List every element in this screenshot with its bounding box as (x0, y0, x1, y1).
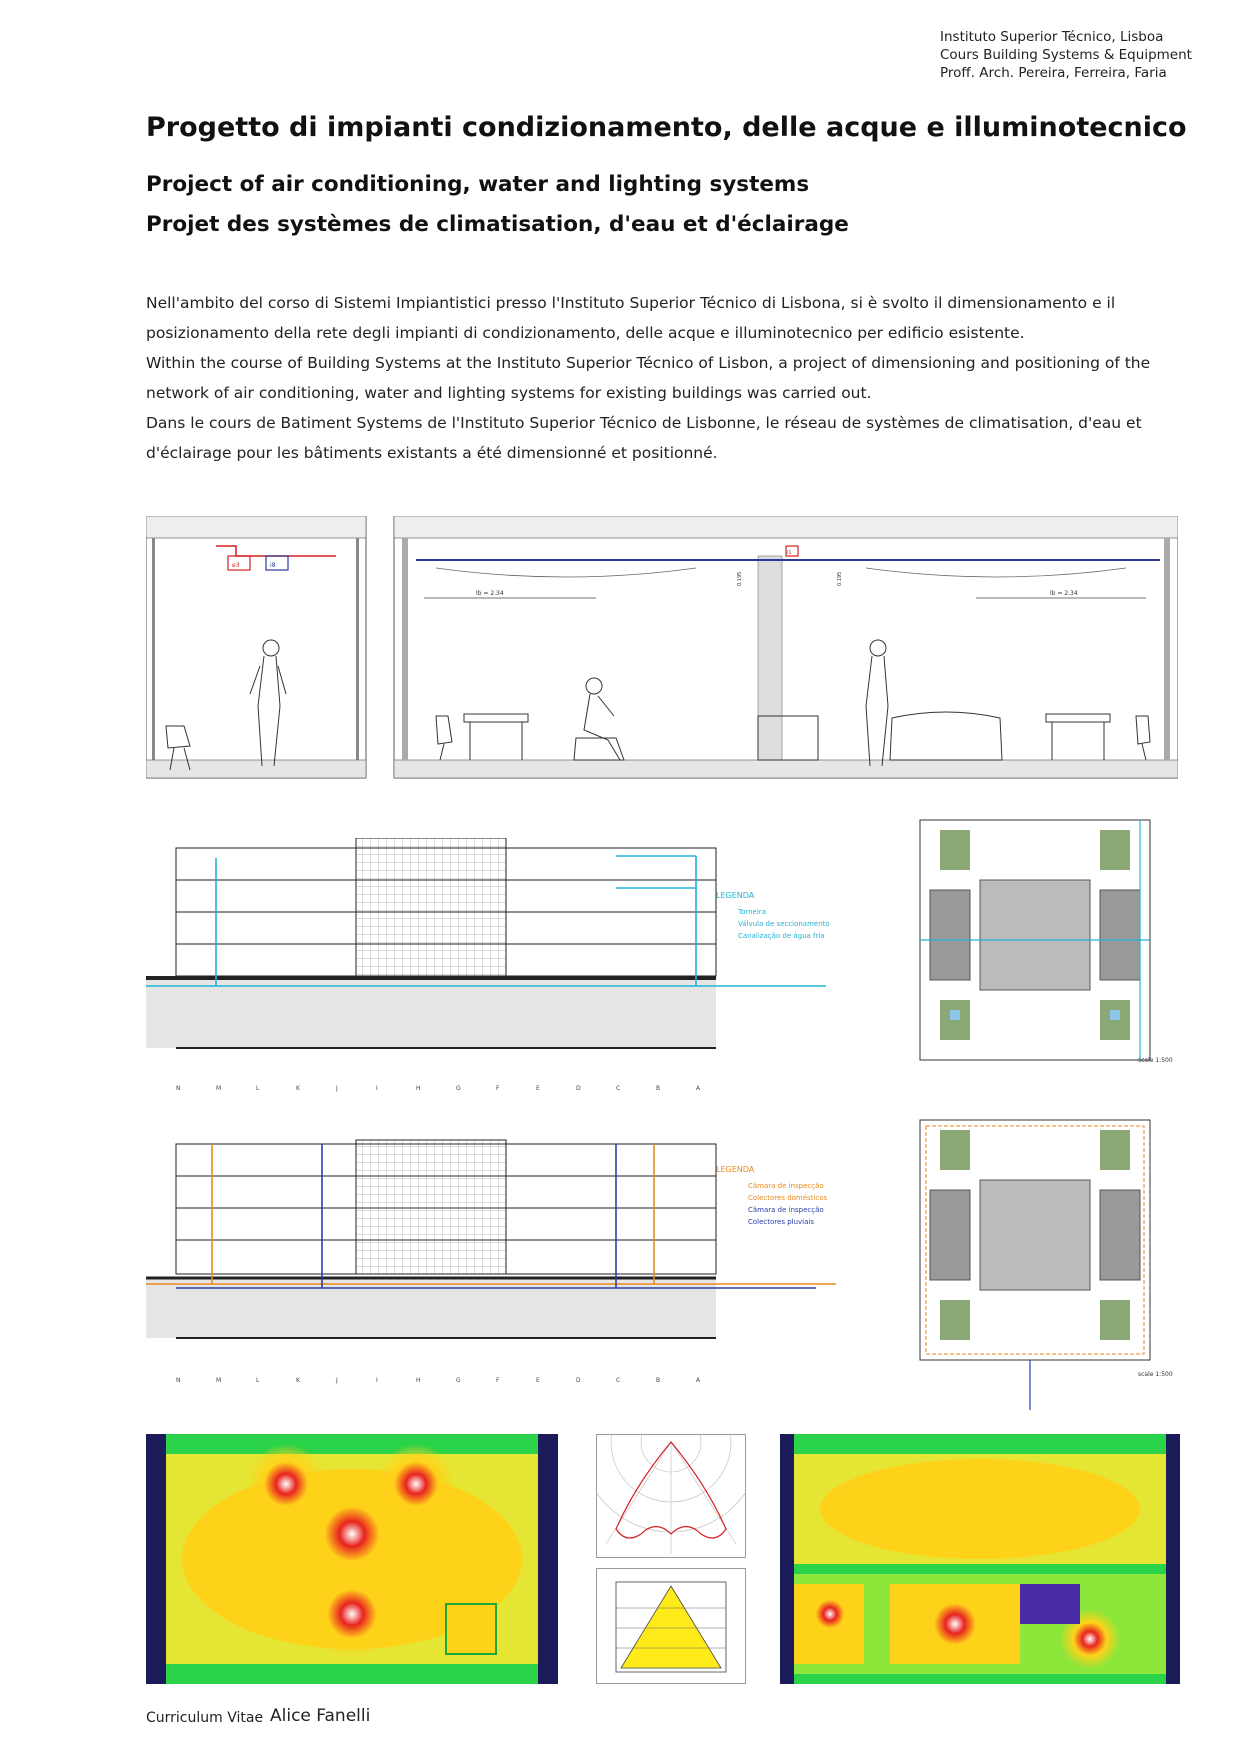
light-distribution-curve (596, 1434, 746, 1558)
throw-length-label: lb = 2.34 (1050, 590, 1078, 597)
svg-text:K: K (296, 1085, 300, 1092)
duct-label-e3: e3 (232, 562, 240, 569)
footer-label: Curriculum Vitae (146, 1710, 264, 1726)
legend-title: LEGENDA (716, 1165, 755, 1174)
legend-item-faucet: Torneira (738, 908, 766, 916)
height-label: 0.195 (737, 571, 743, 586)
svg-text:M: M (216, 1377, 222, 1384)
legend-item-rain-collectors: Colectores pluviais (748, 1218, 814, 1226)
throw-length-label: lb = 2.34 (476, 590, 504, 597)
author-name: Alice Fanelli (270, 1706, 371, 1726)
standing-person-figure (250, 640, 286, 766)
svg-text:N: N (176, 1377, 181, 1384)
section-left-room (146, 516, 366, 778)
svg-text:A: A (696, 1377, 701, 1384)
svg-text:H: H (416, 1085, 421, 1092)
column (758, 556, 782, 760)
svg-text:D: D (576, 1085, 581, 1092)
professors-line: Proff. Arch. Pereira, Ferreira, Faria (940, 65, 1167, 81)
svg-text:F: F (496, 1085, 500, 1092)
svg-text:G: G (456, 1085, 461, 1092)
svg-text:F: F (496, 1377, 500, 1384)
lighting-level-diagram (596, 1568, 746, 1684)
legend-item-domestic-collectors: Colectores domésticos (748, 1194, 828, 1202)
svg-text:K: K (296, 1377, 300, 1384)
svg-text:H: H (416, 1377, 421, 1384)
courtyard (980, 1180, 1090, 1290)
illuminance-map-right (780, 1434, 1180, 1684)
svg-text:D: D (576, 1377, 581, 1384)
scale-label: scale 1:500 (1138, 1371, 1173, 1378)
svg-text:L: L (256, 1085, 260, 1092)
height-label: 0.195 (837, 571, 843, 586)
svg-text:L: L (256, 1377, 260, 1384)
svg-text:C: C (616, 1085, 621, 1092)
legend-item-valve: Válvula de seccionamento (738, 920, 830, 928)
page-title-italian: Progetto di impianti condizionamento, delle acque e illuminotecnico (146, 112, 1187, 143)
description-english: Within the course of Building Systems at the Instituto Superior Técnico of Lisbon, a project of dimensioning and positioning of the network of air conditioning, water and lighting systems for existing buildings was carried out. (146, 354, 1151, 402)
page-title-english: Project of air conditioning, water and lighting systems (146, 172, 810, 197)
legend-item-rain-chamber: Câmara de inspecção (748, 1206, 824, 1214)
hvac-section-drawing (146, 516, 1178, 786)
svg-text:B: B (656, 1085, 661, 1092)
svg-text:E: E (536, 1085, 540, 1092)
legend-title: LEGENDA (716, 891, 755, 900)
water-supply-plan (890, 800, 1180, 1100)
svg-text:E: E (536, 1377, 540, 1384)
svg-text:C: C (616, 1377, 621, 1384)
air-throw-curve (866, 568, 1126, 577)
project-description (146, 288, 1186, 468)
svg-text:B: B (656, 1377, 661, 1384)
svg-text:I: I (376, 1377, 378, 1384)
svg-text:J: J (336, 1377, 338, 1384)
drainage-plan (890, 1110, 1180, 1420)
illuminance-map-left (146, 1434, 558, 1684)
svg-text:J: J (336, 1085, 338, 1092)
svg-text:A: A (696, 1085, 701, 1092)
duct-label-i1: i1 (787, 550, 792, 556)
scale-label: scale 1:500 (1138, 1057, 1173, 1064)
grid-axis-labels (176, 1085, 701, 1092)
institution-line: Instituto Superior Técnico, Lisboa (940, 29, 1164, 45)
air-throw-curve (436, 568, 696, 577)
svg-text:M: M (216, 1085, 222, 1092)
svg-text:N: N (176, 1085, 181, 1092)
water-supply-section (146, 838, 846, 1104)
svg-text:I: I (376, 1085, 378, 1092)
svg-text:G: G (456, 1377, 461, 1384)
section-right-room (394, 516, 1178, 778)
description-french: Dans le cours de Batiment Systems de l'Instituto Superior Técnico de Lisbonne, le réseau de systèmes de climatisation, d'eau et d'éclairage pour les bâtiments existants a été dimensionné et positionné. (146, 414, 1142, 462)
page-title-french: Projet des systèmes de climatisation, d'eau et d'éclairage (146, 212, 849, 237)
duct-label-i8: i8 (270, 562, 276, 569)
courtyard (980, 880, 1090, 990)
grid-axis-labels (176, 1377, 701, 1384)
description-italian: Nell'ambito del corso di Sistemi Impiantistici presso l'Instituto Superior Técnico di Lisbona, si è svolto il dimensionamento e il posizionamento della rete degli impianti di condizionamento, delle acque e illuminotecnico per edificio esistente. (146, 294, 1116, 342)
legend-item-pipe: Canalização de água fria (738, 932, 825, 940)
legend-item-domestic-chamber: Câmara de inspecção (748, 1182, 824, 1190)
course-line: Cours Building Systems & Equipment (940, 47, 1192, 63)
drainage-section (146, 1130, 846, 1396)
institution-info (940, 28, 1230, 82)
furniture-figures (436, 640, 1150, 766)
